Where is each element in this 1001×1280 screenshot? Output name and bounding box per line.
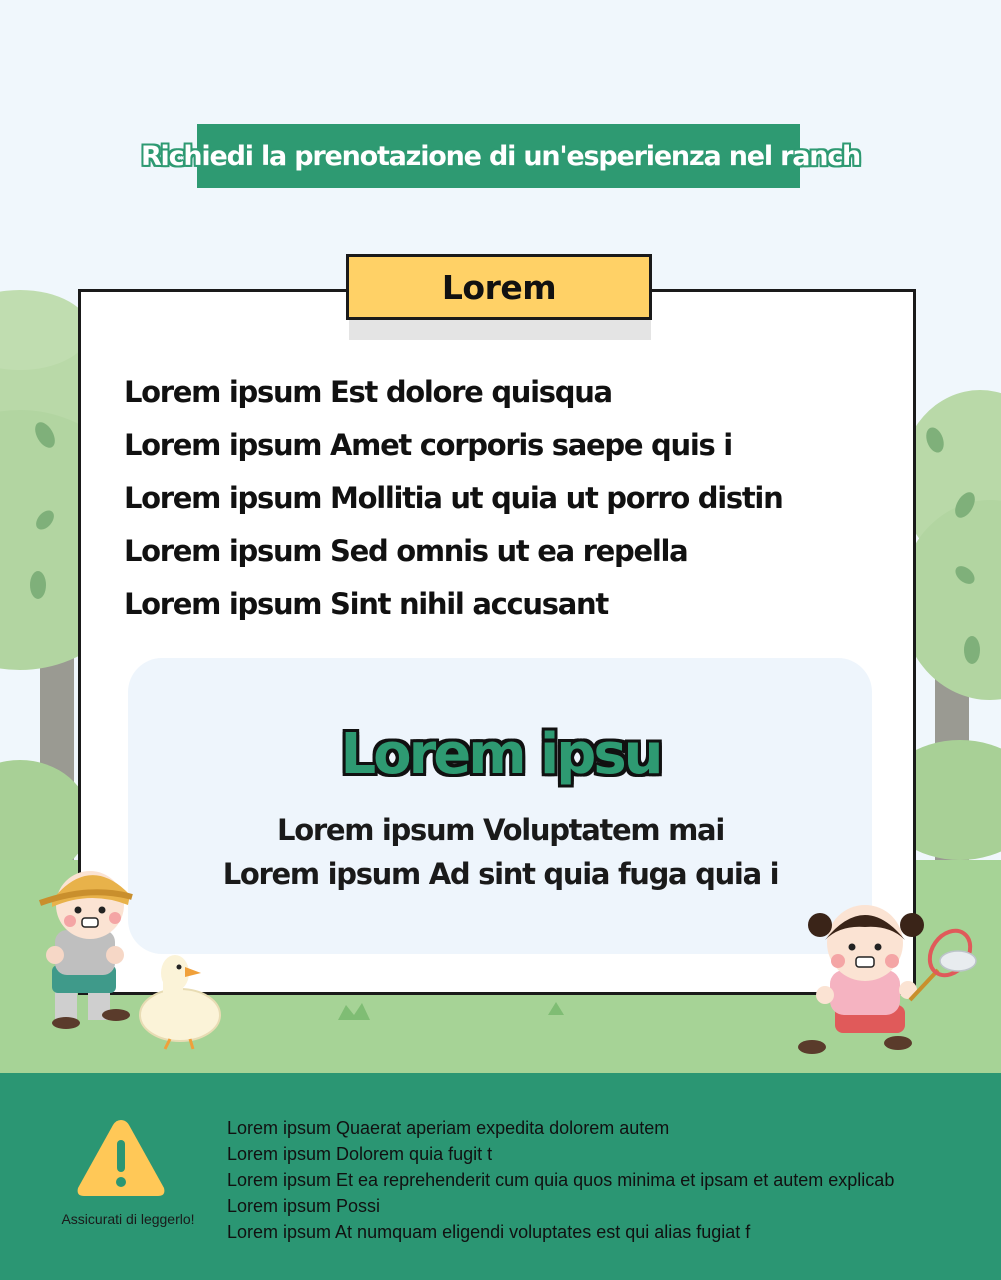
highlight-line: Lorem ipsum Ad sint quia fuga quia i (222, 857, 779, 891)
card-item: Lorem ipsum Amet corporis saepe quis i (124, 428, 732, 462)
footer-note: Lorem ipsum Quaerat aperiam expedita dolorem autem (227, 1118, 670, 1138)
tab-shadow (349, 318, 651, 340)
card-item: Lorem ipsum Sed omnis ut ea repella (124, 534, 688, 568)
page-title: Richiedi la prenotazione di un'esperienza nel ranch (140, 140, 861, 172)
card-item: Lorem ipsum Mollitia ut quia ut porro distin (124, 481, 783, 515)
card-item: Lorem ipsum Sint nihil accusant (124, 587, 608, 621)
duck-illustration (135, 945, 235, 1055)
card-tab-label: Lorem (346, 254, 652, 320)
card-item-list (124, 370, 904, 635)
footer-note: Lorem ipsum Et ea reprehenderit cum quia quos minima et ipsam et autem explicab (227, 1170, 895, 1190)
footer-note: Lorem ipsum Possi (227, 1196, 381, 1216)
card-item: Lorem ipsum Est dolore quisqua (124, 375, 612, 409)
girl-character-illustration (790, 895, 990, 1065)
warning-label: Assicurati di leggerlo! (61, 1211, 195, 1227)
footer-notes-list (227, 1115, 987, 1245)
warning-triangle-icon (74, 1116, 168, 1198)
highlight-title: Lorem ipsu (340, 722, 661, 787)
footer-note: Lorem ipsum Dolorem quia fugit t (227, 1144, 493, 1164)
highlight-line: Lorem ipsum Voluptatem mai (277, 813, 724, 847)
header-title-bar (0, 124, 1001, 188)
footer-note: Lorem ipsum At numquam eligendi voluptates est qui alias fugiat f (227, 1222, 751, 1242)
highlight-box (128, 658, 872, 954)
